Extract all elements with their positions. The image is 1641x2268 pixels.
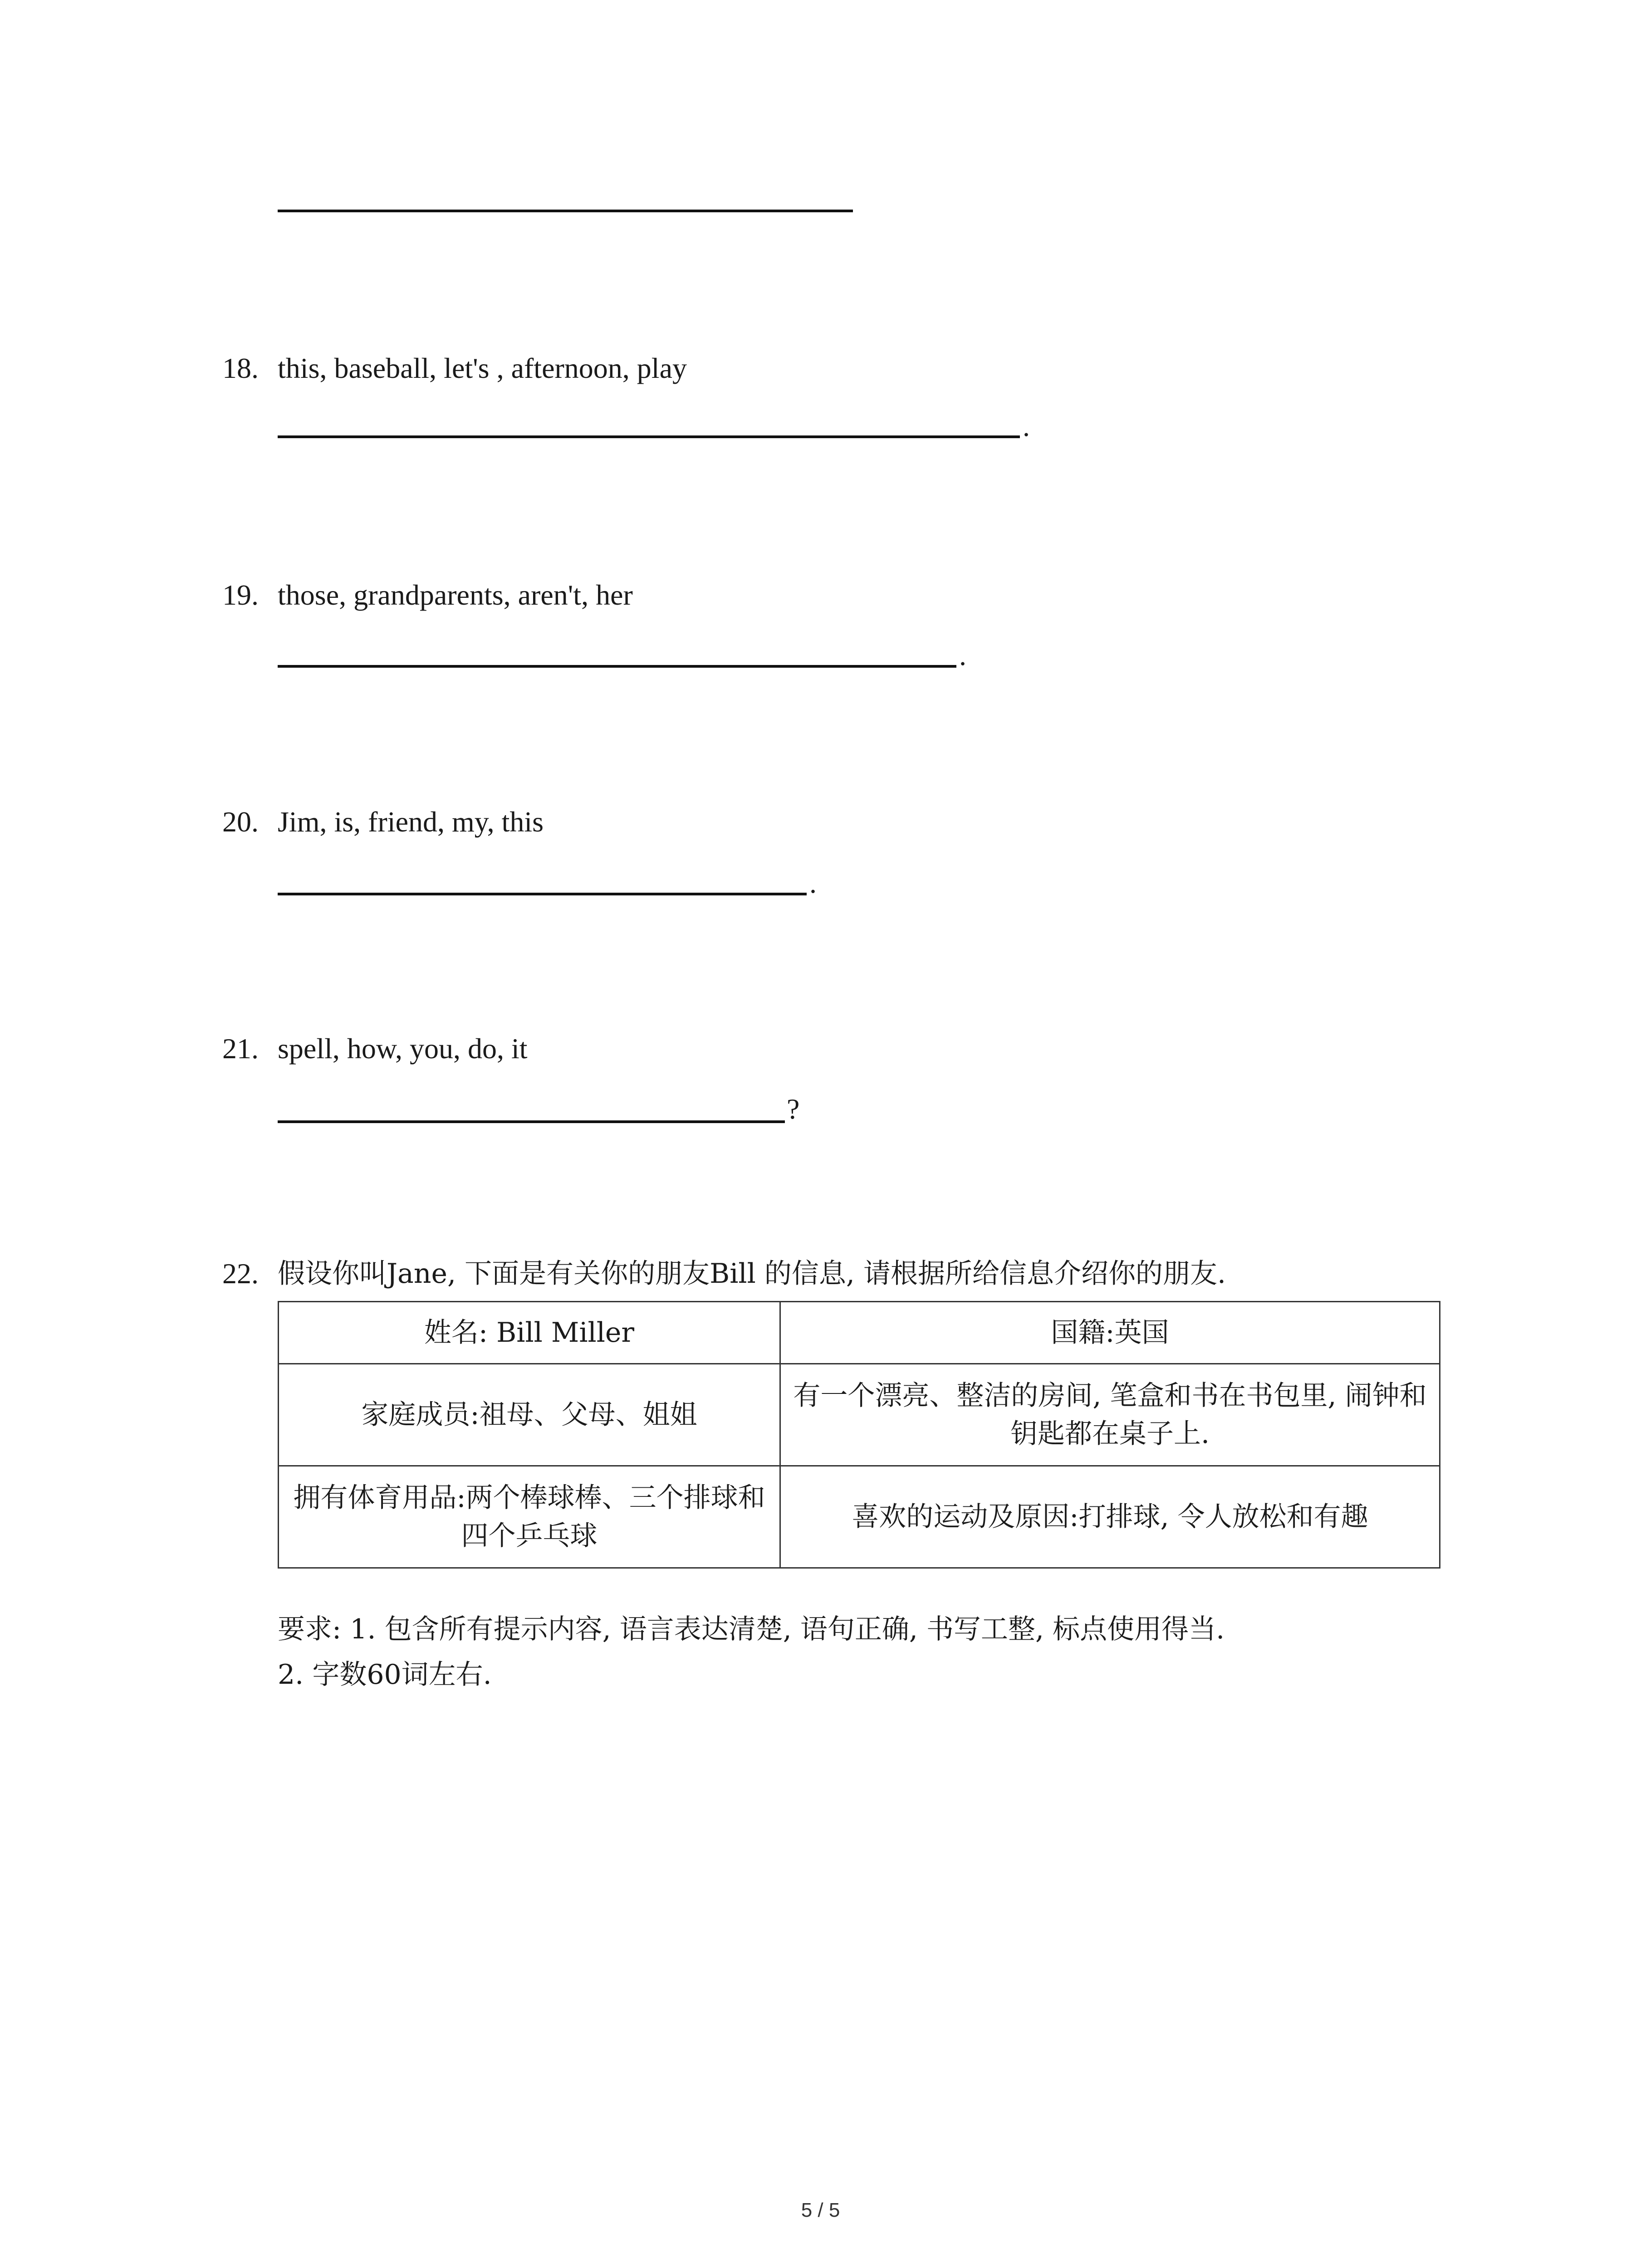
table-cell-family: 家庭成员:祖母、父母、姐姐 [279,1364,780,1466]
answer-line-18[interactable] [278,435,1020,438]
writing-prompt: 假设你叫Jane, 下面是有关你的朋友Bill 的信息, 请根据所给信息介绍你的朋友. [278,1258,1226,1290]
question-words: spell, how, you, do, it [278,1032,528,1065]
table-cell-name: 姓名: Bill Miller [279,1302,780,1364]
question-words: Jim, is, friend, my, this [278,806,544,838]
question-number: 19. [222,579,259,611]
question-number: 18. [222,352,259,384]
end-punctuation: . [959,639,966,671]
requirement-line-2: 2. 字数60词左右. [278,1659,492,1691]
table-cell-nationality: 国籍:英国 [780,1302,1440,1364]
answer-line-21[interactable] [278,1120,785,1123]
question-number: 20. [222,806,259,838]
table-cell-room: 有一个漂亮、整洁的房间, 笔盒和书在书包里, 闹钟和钥匙都在桌子上. [780,1364,1440,1466]
question-words: those, grandparents, aren't, her [278,579,633,611]
question-words: this, baseball, let's , afternoon, play [278,352,687,384]
table-cell-favorite-sport: 喜欢的运动及原因:打排球, 令人放松和有趣 [780,1466,1440,1568]
end-punctuation: . [1023,410,1030,442]
table-row [279,1466,1440,1568]
table-row [279,1302,1440,1364]
question-number: 22. [222,1257,259,1290]
table-row [279,1364,1440,1466]
page-number: 5 / 5 [801,2199,840,2221]
table-cell-sports-items: 拥有体育用品:两个棒球棒、三个排球和四个乒乓球 [279,1466,780,1568]
answer-line-20[interactable] [278,893,807,895]
end-punctuation: . [809,867,817,899]
answer-line-17[interactable] [278,210,853,212]
end-punctuation: ? [787,1093,800,1125]
requirement-line-1: 要求: 1. 包含所有提示内容, 语言表达清楚, 语句正确, 书写工整, 标点使用得当. [278,1613,1225,1645]
answer-line-19[interactable] [278,665,956,668]
info-table [278,1301,1440,1569]
question-number: 21. [222,1032,259,1065]
